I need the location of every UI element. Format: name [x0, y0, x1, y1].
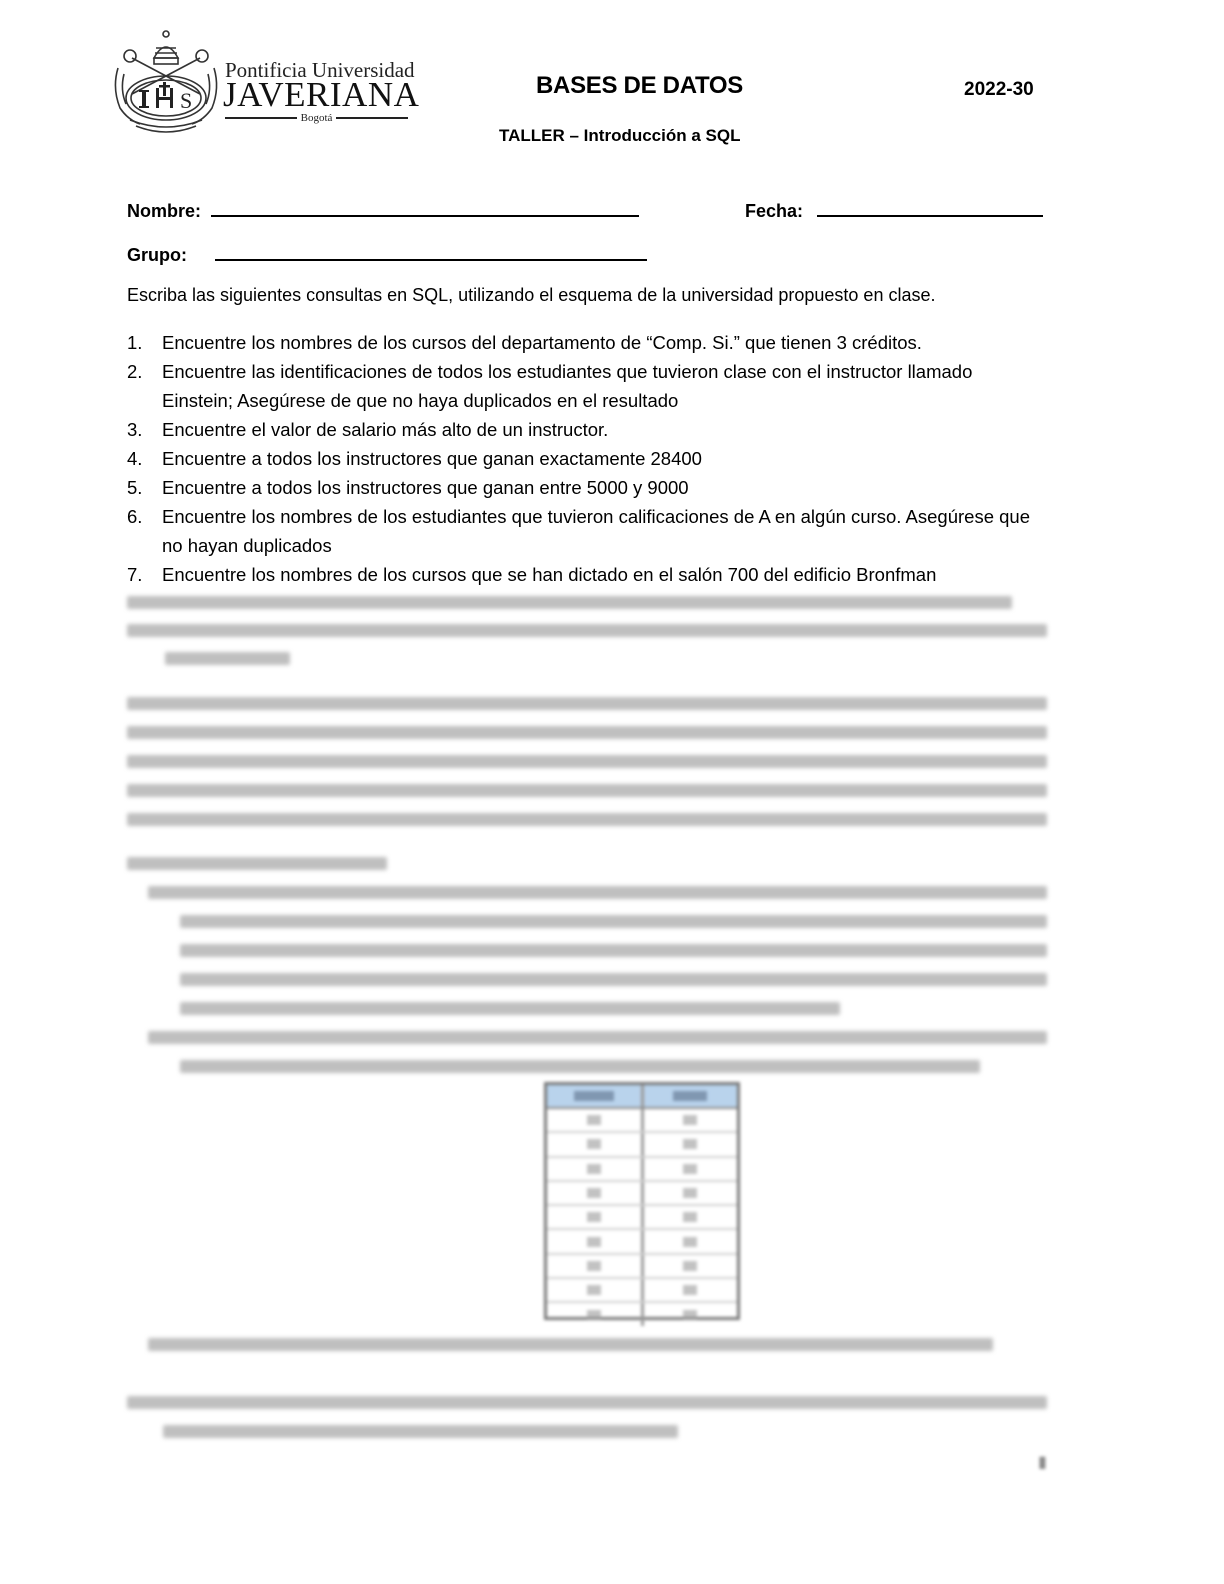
- table-header-cell: [547, 1085, 641, 1107]
- logo-rule-left: [225, 117, 297, 119]
- question-number: 5.: [127, 477, 143, 498]
- group-blank[interactable]: [215, 241, 647, 261]
- date-label: Fecha:: [745, 201, 804, 221]
- question-text: Encuentre las identificaciones de todos los estudiantes que tuvieron clase con el instructor llamado Einstein; Asegúrese de que no haya duplicados en el resultado: [162, 361, 973, 411]
- instructions-paragraph: Escriba las siguientes consultas en SQL, utilizando el esquema de la universidad propuesto en clase.: [127, 285, 936, 305]
- question-item: [127, 473, 1047, 502]
- table-row: [547, 1158, 737, 1182]
- university-logo: [110, 28, 420, 136]
- table-row: [547, 1133, 737, 1157]
- question-number: 4.: [127, 448, 143, 469]
- date-blank[interactable]: [817, 197, 1043, 217]
- logo-rule-right: [336, 117, 408, 119]
- table-row: [547, 1230, 737, 1254]
- table-row: [547, 1206, 737, 1230]
- question-text: Encuentre a todos los instructores que ganan exactamente 28400: [162, 448, 702, 469]
- question-number: 3.: [127, 419, 143, 440]
- question-item: [127, 444, 1047, 473]
- svg-text:S: S: [180, 88, 193, 113]
- question-item: [127, 328, 1047, 357]
- question-text: Encuentre los nombres de los cursos del departamento de “Comp. Si.” que tienen 3 créditos.: [162, 332, 922, 353]
- group-field: [127, 241, 647, 266]
- document-title: BASES DE DATOS: [536, 72, 743, 99]
- question-number: 7.: [127, 564, 143, 585]
- table-header: [547, 1085, 737, 1109]
- question-item: [127, 560, 1047, 589]
- table-row: [547, 1303, 737, 1325]
- question-number: 1.: [127, 332, 143, 353]
- logo-university-prefix: Pontificia Universidad: [225, 58, 415, 82]
- question-item: [127, 357, 1047, 415]
- question-list: [127, 328, 1047, 589]
- document-subtitle: TALLER – Introducción a SQL: [499, 126, 741, 145]
- grade-points-table: [544, 1082, 740, 1320]
- question-text: Encuentre a todos los instructores que ganan entre 5000 y 9000: [162, 477, 689, 498]
- name-blank[interactable]: [211, 197, 639, 217]
- logo-city: [225, 112, 408, 124]
- question-text: Encuentre el valor de salario más alto de un instructor.: [162, 419, 609, 440]
- table-row: [547, 1279, 737, 1303]
- name-field: [127, 197, 639, 222]
- question-item: [127, 415, 1047, 444]
- page-number: ▮: [1038, 1454, 1047, 1471]
- academic-term: 2022-30: [964, 79, 1034, 100]
- university-crest-icon: [110, 28, 222, 134]
- question-number: 6.: [127, 506, 143, 527]
- table-row: [547, 1182, 737, 1206]
- question-text: Encuentre los nombres de los cursos que se han dictado en el salón 700 del edificio Bronfman: [162, 564, 937, 585]
- table-row: [547, 1255, 737, 1279]
- table-header-cell: [641, 1085, 738, 1107]
- logo-university-name: JAVERIANA: [223, 75, 420, 114]
- logo-city-text: Bogotá: [300, 112, 333, 124]
- table-row: [547, 1109, 737, 1133]
- name-label: Nombre:: [127, 201, 202, 221]
- date-field: [745, 197, 1043, 222]
- group-label: Grupo:: [127, 245, 187, 265]
- question-number: 2.: [127, 361, 143, 382]
- question-text: Encuentre los nombres de los estudiantes que tuvieron calificaciones de A en algún curso. Asegúrese que no hayan duplicados: [162, 506, 1031, 556]
- question-item: [127, 502, 1047, 560]
